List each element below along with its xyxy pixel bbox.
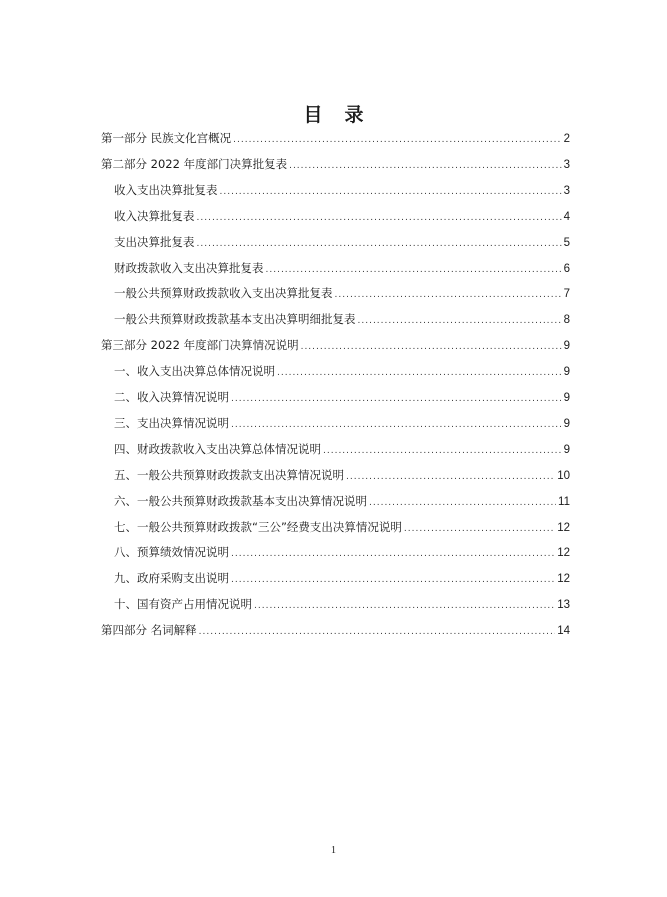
toc-entry[interactable]: [114, 181, 570, 199]
toc-dot-leader: [220, 183, 562, 201]
toc-dot-leader: [346, 468, 555, 486]
toc-entry-title: 财政拨款收入支出决算批复表: [114, 260, 264, 275]
toc-entry-title: 九、政府采购支出说明: [114, 571, 229, 586]
toc-entry-title: 八、预算绩效情况说明: [114, 545, 229, 560]
toc-entry[interactable]: [114, 414, 570, 432]
toc-entry[interactable]: [114, 543, 570, 561]
toc-entry-page-number: 9: [563, 366, 570, 379]
toc-entry-title: 六、一般公共预算财政拨款基本支出决算情况说明: [114, 493, 367, 508]
toc-dot-leader: [266, 261, 562, 279]
toc-entry[interactable]: [114, 362, 570, 380]
page-title-char-2: 录: [344, 104, 364, 126]
toc-dot-leader: [289, 157, 562, 175]
toc-entry[interactable]: [114, 440, 570, 458]
page-title-char-1: 目: [303, 104, 323, 126]
toc-dot-leader: [197, 209, 562, 227]
toc-entry-page-number: 6: [563, 262, 570, 275]
toc-entry[interactable]: [114, 207, 570, 225]
toc-entry-title: 第一部分 民族文化宫概况: [101, 131, 232, 145]
toc-entry-title: 第二部分 2022 年度部门决算批复表: [101, 156, 288, 171]
toc-dot-leader: [335, 286, 562, 304]
toc-entry-page-number: 14: [557, 625, 570, 638]
toc-entry[interactable]: [101, 129, 570, 147]
toc-dot-leader: [277, 364, 562, 382]
toc-dot-leader: [301, 338, 562, 356]
toc-entry-title: 第三部分 2022 年度部门决算情况说明: [101, 338, 299, 353]
toc-entry-page-number: 3: [563, 184, 570, 197]
toc-entry[interactable]: [114, 284, 570, 302]
toc-entry[interactable]: [114, 233, 570, 251]
toc-entry-page-number: 13: [557, 599, 570, 612]
page-title: [0, 100, 667, 127]
toc-entry-title: 十、国有资产占用情况说明: [114, 597, 252, 612]
toc-dot-leader: [233, 131, 561, 149]
toc-entry-title: 一、收入支出决算总体情况说明: [114, 364, 275, 379]
toc-entry[interactable]: [114, 569, 570, 587]
toc-entry-page-number: 12: [557, 573, 570, 586]
footer-page-number: 1: [331, 845, 336, 856]
toc-dot-leader: [358, 312, 562, 330]
toc-dot-leader: [231, 416, 562, 434]
toc-entry[interactable]: [114, 518, 570, 536]
toc-entry-title: 支出决算批复表: [114, 234, 195, 249]
toc-dot-leader: [231, 390, 562, 408]
toc-entry-title: 三、支出决算情况说明: [114, 415, 229, 430]
toc-entry[interactable]: [101, 155, 570, 173]
toc-entry-page-number: 9: [563, 417, 570, 430]
toc-entry[interactable]: [114, 595, 570, 613]
toc-entry[interactable]: [114, 259, 570, 277]
toc-dot-leader: [369, 494, 556, 512]
toc-entry-title: 收入支出决算批复表: [114, 182, 218, 197]
toc-entry-page-number: 12: [557, 521, 570, 534]
toc-entry[interactable]: [114, 310, 570, 328]
toc-entry-page-number: 9: [563, 340, 570, 353]
toc-entry-title: 二、收入决算情况说明: [114, 390, 229, 404]
toc-entry-page-number: 12: [557, 547, 570, 560]
toc-entry-title: 一般公共预算财政拨款收入支出决算批复表: [114, 286, 333, 301]
toc-entry-page-number: 8: [563, 314, 570, 327]
toc-entry-page-number: 2: [563, 133, 570, 145]
toc-dot-leader: [254, 597, 555, 615]
toc-dot-leader: [323, 442, 562, 460]
toc-entry-page-number: 7: [563, 288, 570, 301]
toc-entry-page-number: 11: [558, 495, 570, 508]
toc-dot-leader: [199, 623, 556, 641]
toc-entry-title: 第四部分 名词解释: [101, 623, 197, 638]
toc-entry-title: 七、一般公共预算财政拨款“三公”经费支出决算情况说明: [114, 519, 402, 534]
toc-entry-page-number: 4: [563, 210, 570, 223]
toc-entry[interactable]: [114, 388, 570, 406]
toc-entry-page-number: 3: [563, 158, 570, 171]
toc-entry-title: 五、一般公共预算财政拨款支出决算情况说明: [114, 467, 344, 482]
toc-dot-leader: [197, 235, 562, 253]
toc-entry-page-number: 5: [563, 236, 570, 249]
toc-entry[interactable]: [114, 492, 570, 510]
toc-entry-page-number: 9: [563, 443, 570, 456]
toc-entry-title: 收入决算批复表: [114, 208, 195, 223]
toc-entry-page-number: 10: [557, 469, 570, 482]
toc-entry-title: 一般公共预算财政拨款基本支出决算明细批复表: [114, 312, 356, 327]
toc-entry-page-number: 9: [563, 392, 570, 404]
toc-entry[interactable]: [114, 466, 570, 484]
toc-dot-leader: [231, 545, 555, 563]
toc-entry[interactable]: [101, 621, 570, 639]
toc-dot-leader: [231, 571, 555, 589]
toc-entry-title: 四、财政拨款收入支出决算总体情况说明: [114, 441, 321, 456]
toc-dot-leader: [404, 520, 555, 538]
toc-entry[interactable]: [101, 336, 570, 354]
